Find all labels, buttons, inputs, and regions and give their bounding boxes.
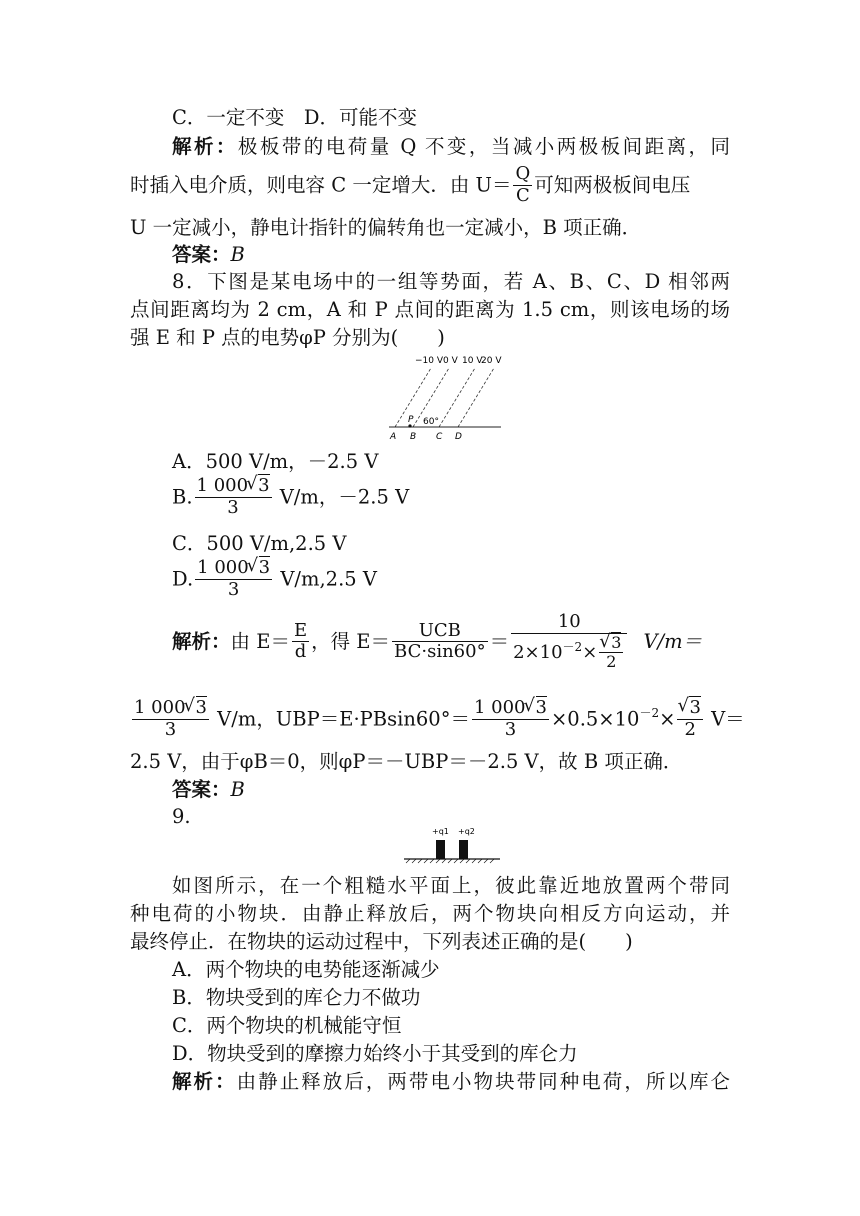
q8-solution-line1: 解析：由 E＝ $\frac{E}{d}$ ，得 E＝ $\frac{\text{UCB}}{BC\cdot\sin 60^\circ}$ ＝ 10 $2\times 10^{-2}\times$ √ $\frac{3}{2}$ V/m＝ [172, 612, 732, 692]
q7-solution-line1: 解析：极板带的电荷量 Q 不变，当减小两极板间距离，同 [172, 135, 730, 158]
equipotential-line-d [458, 368, 494, 427]
point-c-label: C [436, 432, 443, 442]
potential-label-20: 20 V [481, 356, 502, 366]
q7-solution-line2: 时插入电介质，则电容 C 一定增大．由 U＝ $\frac{Q}{C}$ 可知两极板间电压 [130, 163, 691, 206]
potential-label-0: 0 V [443, 356, 458, 366]
q8-stem-line3: 强 E 和 P 点的电势φP 分别为( ) [130, 326, 445, 349]
q7-answer: 答案：B [172, 243, 245, 266]
q7-solution-line3: U 一定减小，静电计指针的偏转角也一定减小，B 项正确． [130, 216, 642, 239]
equipotential-figure [385, 352, 505, 444]
q8-option-a: A．500 V/m，－2.5 V [172, 450, 379, 473]
q8-option-c: C．500 V/m,2.5 V [172, 532, 347, 555]
potential-label-10: 10 V [462, 356, 483, 366]
q8-stem-line1: 8．下图是某电场中的一组等势面，若 A、B、C、D 相邻两 [172, 270, 730, 293]
point-d-label: D [455, 432, 462, 442]
q8-stem-line2: 点间距离均为 2 cm，A 和 P 点间的距离为 1.5 cm，则该电场的场 [130, 298, 730, 321]
point-a-label: A [390, 432, 397, 442]
q9-number: 9. [172, 805, 191, 828]
block-q2 [459, 840, 468, 859]
fraction-q-over-c: $\frac{Q}{C}$ [515, 163, 531, 206]
q9-option-d: D．物块受到的摩擦力始终小于其受到的库仑力 [172, 1042, 578, 1065]
potential-label-neg10: −10 V [415, 356, 444, 366]
q8-solution-line2: $\frac{1 000√ 3}{3}$ V/m，UBP＝E·PBsin60°＝ $\frac{1 000√ 3}{3}$ $\times 0.5\times 10^{-2}\times$ √ $\frac{3}{2}$ V＝ [130, 698, 730, 742]
two-blocks-figure [402, 823, 502, 865]
q9-stem-line2: 种电荷的小物块．由静止释放后，两个物块向相反方向运动，并 [130, 902, 730, 925]
q9-option-c: C．两个物块的机械能守恒 [172, 1014, 402, 1037]
q9-option-b: B．物块受到的库仑力不做功 [172, 986, 421, 1009]
charge-q2-label: +q2 [458, 827, 475, 836]
q8-answer: 答案：B [172, 778, 245, 801]
charge-q1-label: +q1 [432, 827, 449, 836]
angle-label: 60° [423, 417, 439, 427]
q8-option-d: D. $\frac{1 000√ 3}{3}$ V/m,2.5 V [172, 558, 772, 602]
q9-option-a: A．两个物块的电势能逐渐减少 [172, 958, 440, 981]
block-q1 [436, 840, 445, 859]
q9-stem-line3: 最终停止．在物块的运动过程中，下列表述正确的是( ) [130, 930, 633, 953]
q8-option-b: B. $\frac{1 000√ 3}{3}$ V/m，－2.5 V [172, 476, 772, 520]
point-p-label: P [408, 415, 414, 425]
q8-solution-line3: 2.5 V，由于φB＝0，则φP＝－UBP＝－2.5 V，故 B 项正确． [130, 750, 683, 773]
q9-stem-line1: 如图所示，在一个粗糙水平面上，彼此靠近地放置两个带同 [172, 874, 730, 897]
q7-option-cd: C．一定不变 D．可能不变 [172, 106, 418, 129]
equipotential-line-c [439, 368, 475, 427]
point-b-label: B [410, 432, 417, 442]
q9-solution-line1: 解析：由静止释放后，两带电小物块带同种电荷，所以库仑 [172, 1070, 730, 1093]
